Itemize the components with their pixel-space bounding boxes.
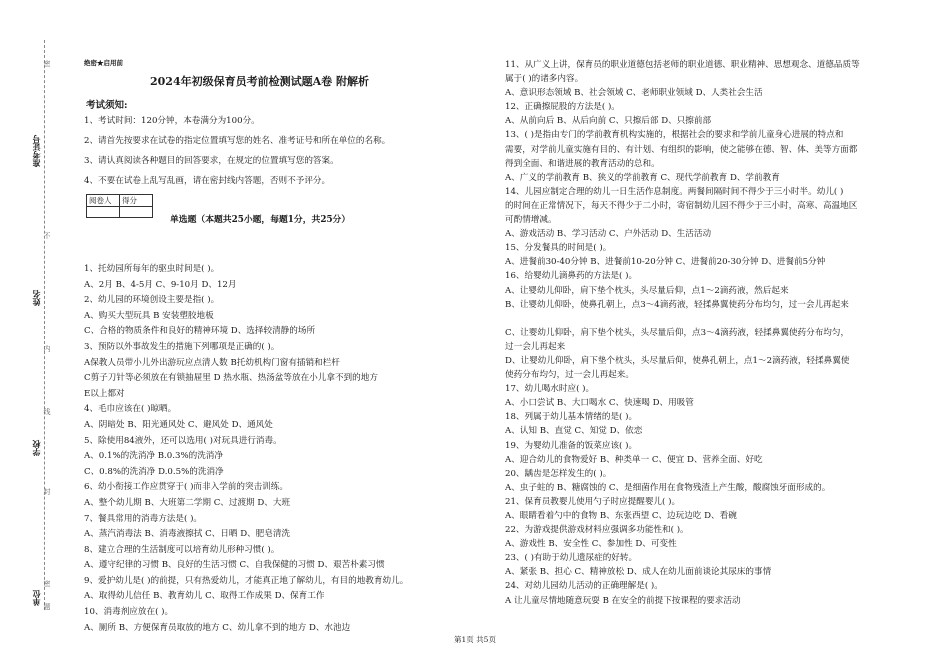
label-exam-number: 准考证号 — [31, 135, 41, 167]
question-line: A、从前向后 B、从后向前 C、只擦后部 D、只擦前部 — [505, 116, 712, 127]
score-table — [86, 194, 153, 218]
note-line: 4、不要在试卷上乱写乱画，请在密封线内答题，否则不予评分。 — [84, 176, 331, 186]
question-line: 22、为游戏提供游戏材料应强调多功能性和( )。 — [505, 525, 689, 536]
question-line: 5、除使用84液外，还可以选用( )对玩具进行消毒。 — [84, 435, 282, 446]
question-line: D、让婴幼儿仰卧，肩下垫个枕头，头尽量后仰，使鼻孔朝上，点1～2滴药液，轻揉鼻翼使 — [505, 355, 850, 366]
question-line: 24、对幼儿园幼儿活动的正确理解是( )。 — [505, 581, 663, 592]
question-line: C剪子刀针等必须放在有锁抽屉里 D 热水瓶、热汤盆等放在小儿拿不到的地方 — [84, 373, 378, 384]
question-line: 12、正确擦屁股的方法是( )。 — [505, 102, 620, 113]
question-line: 得到全面、和谐进展的教育活动的总和。 — [505, 158, 660, 169]
label-name: 姓名 — [31, 290, 41, 306]
question-line: A、认知 B、直觉 C、知觉 D、依恋 — [505, 426, 643, 437]
question-line: 8、建立合理的生活制度可以培育幼儿形种习惯( )。 — [84, 544, 280, 555]
question-line: 23、( )有助于幼儿遗尿症的好转。 — [505, 553, 638, 564]
question-line: B、让婴幼儿仰卧，使鼻孔朝上，点3～4滴药液，轻揉鼻翼使药分布均匀，过一会儿再起来 — [505, 299, 849, 310]
question-line: A、整个幼儿期 B、大班第二学期 C、过渡期 D、大班 — [84, 497, 291, 508]
seal-mark: 线 — [43, 408, 51, 415]
binding-margin — [0, 0, 60, 671]
question-line: 13、( )是指由专门的学前教育机构实施的，根据社会的要求和学前儿童身心进展的特点和 — [505, 130, 844, 141]
question-line: C、0.8%的洗消净 D.0.5%的洗消净 — [84, 466, 224, 477]
question-line: 9、爱护幼儿是( )的前提，只有热爱幼儿，才能真正地了解幼儿，有目的地教育幼儿。 — [84, 575, 409, 586]
question-line: A、让婴幼儿仰卧，肩下垫个枕头，头尽量后仰，点1～2滴药液，然后起来 — [505, 285, 789, 296]
question-line — [505, 312, 925, 326]
question-line: A、进餐前30-40分钟 B、进餐前10-20分钟 C、进餐前20-30分钟 D、进餐前5分钟 — [505, 257, 826, 268]
question-line: A、遵守纪律的习惯 B、良好的生活习惯 C、自我保健的习惯 D、艰苦朴素习惯 — [84, 560, 385, 571]
label-unit: 单位 — [31, 590, 41, 606]
secret-mark: 绝密★启用前 — [84, 59, 123, 67]
right-column — [505, 58, 925, 608]
question-line: 过一会儿再起来 — [505, 341, 566, 352]
question-line: 15、分发餐具的时间是( )。 — [505, 243, 612, 254]
question-line: A、广义的学前教育 B、狭义的学前教育 C、现代学前教育 D、学前教育 — [505, 172, 780, 183]
question-line: A、紧张 B、担心 C、精神放松 D、成人在幼儿面前谈论其尿床的事情 — [505, 567, 772, 578]
question-line: A、迎合幼儿的食物爱好 B、种类单一 C、便宜 D、营养全面、好吃 — [505, 454, 763, 465]
question-line: 需要，对学前儿童实施有目的、有计划、有组织的影响，使之能够在德、智、体、美等方面都 — [505, 144, 858, 155]
question-line: A、阴暗处 B、阳光通风处 C、避风处 D、通风处 — [84, 419, 273, 430]
question-line: A、意识形态领域 B、社会领域 C、老师职业领域 D、人类社会生活 — [505, 88, 763, 99]
seal-mark: 密 — [43, 60, 51, 67]
question-line: 20、龋齿是怎样发生的( )。 — [505, 468, 612, 479]
question-line: 10、消毒剂应放在( )。 — [84, 607, 174, 618]
question-line: A、购买大型玩具 B 安装塑胶地板 — [84, 310, 214, 321]
question-line: 3、预防以外事故发生的措施下列哪项是正确的( )。 — [84, 341, 280, 352]
page-title: 2024年初级保育员考前检测试题A卷 附解析 — [150, 75, 369, 88]
question-line: A、游戏性 B、安全性 C、参加性 D、可变性 — [505, 539, 677, 550]
question-line: A、眼睛看着勺中的食物 B、东张西望 C、边玩边吃 D、看碗 — [505, 511, 737, 521]
question-line: A、小口尝试 B、大口喝水 C、快速喝 D、用吸管 — [505, 398, 694, 409]
seal-mark: 内 — [43, 345, 51, 352]
question-line: 11、从广义上讲，保育员的职业道德包括老师的职业道德、职业精神、思想观念、道德品质等 — [505, 60, 860, 70]
score-table-score: 得分 — [120, 195, 153, 207]
question-line: A、虫子蛀的 B、糖腐蚀的 C、是细菌作用在食物残渣上产生酸，酸腐蚀牙面形成的。 — [505, 482, 831, 493]
question-line: 4、毛巾应该在( )晾晒。 — [84, 404, 177, 415]
question-line: A 让儿童尽情地随意玩耍 B 在安全的前提下按课程的要求活动 — [505, 595, 741, 606]
question-line: A、厕所 B、方便保育员取放的地方 C、幼儿拿不到的地方 D、水池边 — [84, 622, 351, 633]
question-line: 16、给婴幼儿滴鼻药的方法是( )。 — [505, 271, 638, 282]
question-line: 14、儿园应制定合理的幼儿一日生活作息制度。两餐间隔时间不得少于三小时半。幼儿( ) — [505, 186, 844, 197]
section-heading: 单选题（本题共25小题，每题1分，共25分） — [170, 215, 351, 225]
label-school: 学校 — [31, 440, 41, 456]
seal-mark: 密 — [43, 580, 51, 587]
seal-line — [44, 40, 45, 610]
question-line: C、合格的物质条件和良好的精神环境 D、选择较清静的场所 — [84, 326, 316, 337]
note-line: 2、请首先按要求在试卷的指定位置填写您的姓名、准考证号和所在单位的名称。 — [84, 136, 391, 146]
score-cell[interactable] — [87, 207, 120, 218]
note-line: 3、请认真阅读各种题目的回答要求，在规定的位置填写您的答案。 — [84, 156, 339, 166]
question-line: 使药分布均匀，过一会儿再起来。 — [505, 370, 634, 381]
notes-title: 考试须知: — [86, 100, 128, 111]
question-line: 的时间在正常情况下，每天不得少于二小时，寄宿制幼儿园不得少于三小时，高寒、高温地区 — [505, 200, 858, 211]
question-line: A保教人员带小儿外出游玩应点清人数 B托幼机构门窗有插销和栏杆 — [84, 357, 340, 368]
score-table-grader: 阅卷人 — [87, 195, 120, 207]
left-column — [84, 262, 484, 636]
question-line: 18、列属于幼儿基本情绪的是( )。 — [505, 412, 638, 423]
question-line: C、让婴幼儿仰卧，肩下垫个枕头，头尽量后仰，点3～4滴药液，轻揉鼻翼使药分布均匀， — [505, 327, 850, 338]
question-line: 属于( )的诸多内容。 — [505, 74, 584, 85]
question-line: 1、托幼园所每年的驱虫时间是( )。 — [84, 264, 220, 274]
exam-notes — [84, 114, 484, 194]
question-line: A、蒸汽消毒法 B、消毒液擦拭 C、日晒 D、肥皂清洗 — [84, 529, 291, 540]
question-line: A、0.1%的洗消净 B.0.3%的洗消净 — [84, 451, 223, 462]
page-footer: 第1页 共5页 — [454, 635, 496, 644]
question-line: 17、幼儿喝水时应( )。 — [505, 384, 595, 395]
seal-mark: 封 — [43, 488, 51, 495]
question-line: 可酌情增减。 — [505, 215, 557, 226]
note-line: 1、考试时间：120分钟，本卷满分为100分。 — [84, 116, 260, 126]
question-line: 2、幼儿园的环境创设主要是指( )。 — [84, 295, 220, 306]
seal-mark: 题 — [43, 603, 51, 610]
score-cell[interactable] — [120, 207, 153, 218]
question-line: 19、为婴幼儿准备的饭菜应该( )。 — [505, 440, 638, 451]
question-line: 21、保育员教婴儿使用勺子时应提醒婴儿( )。 — [505, 496, 681, 507]
question-line: E以上都对 — [84, 388, 125, 399]
seal-mark: 不 — [43, 232, 51, 239]
question-line: A、2月 B、4-5月 C、9-10月 D、12月 — [84, 279, 237, 290]
question-line: A、游戏活动 B、学习活动 C、户外活动 D、生活活动 — [505, 229, 712, 240]
question-line: A、取得幼儿信任 B、教育幼儿 C、取得工作成果 D、保育工作 — [84, 591, 325, 602]
question-line: 7、餐具常用的消毒方法是( )。 — [84, 513, 203, 524]
question-line: 6、幼小衔接工作应贯穿于( )而非入学前的突击训练。 — [84, 482, 288, 493]
